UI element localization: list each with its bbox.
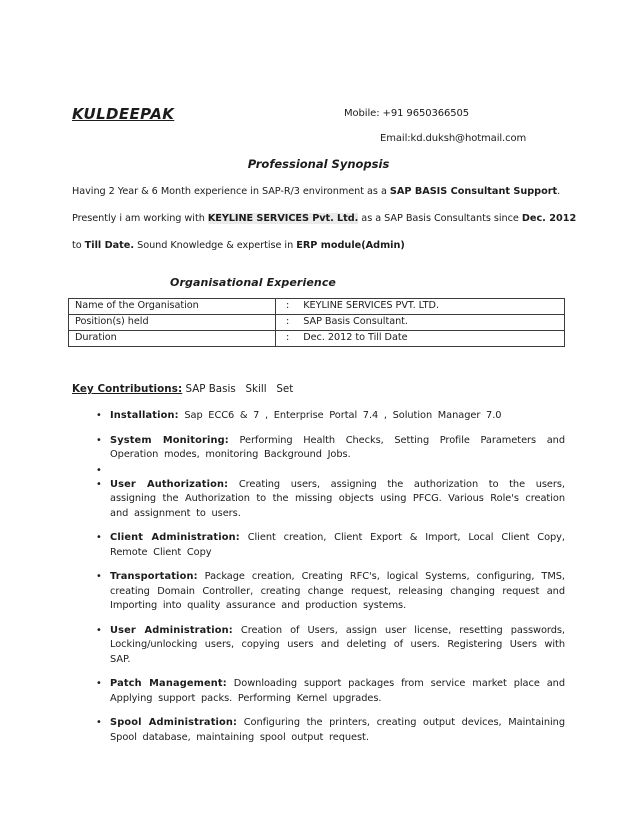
contribution-text-block	[110, 464, 565, 477]
contribution-item-spool-administration	[72, 716, 565, 745]
contribution-label: User Administration:	[110, 624, 233, 636]
bullet-icon	[96, 409, 110, 424]
contribution-item-client-administration	[72, 531, 565, 560]
contribution-text: Creation of Users, assign user license, resetting passwords, Locking/unlocking users, copying users and deleting of users. Registering Users with SAP.	[110, 624, 565, 665]
bullet-icon	[96, 716, 110, 745]
bullet-icon	[96, 677, 110, 706]
contribution-item-patch-management	[72, 677, 565, 706]
synopsis-bold-text: ERP module(Admin)	[296, 240, 405, 251]
contribution-text: Package creation, Creating RFC's, logical Systems, configuring, TMS, creating Domain Controller, creating change request, releasing changing request and Importing into quality assurance and production systems.	[110, 571, 565, 611]
table-row	[69, 299, 565, 315]
contribution-item-transportation	[72, 570, 565, 614]
contribution-label: System Monitoring:	[110, 434, 229, 446]
key-contributions-label: Key Contributions:	[72, 383, 183, 395]
key-contributions-heading	[72, 383, 565, 395]
synopsis-text: Having 2 Year & 6 Month experience in SAP-R/3 environment as a	[72, 186, 390, 197]
row-label: Name of the Organisation	[69, 299, 276, 315]
contribution-label: Client Administration:	[110, 532, 240, 543]
email-address: Email:kd.duksh@hotmail.com	[380, 133, 527, 144]
synopsis-text: as a SAP Basis Consultants since	[358, 213, 522, 224]
contribution-item-system-monitoring	[72, 434, 565, 463]
row-value-cell	[276, 315, 565, 331]
contribution-text-block	[110, 478, 565, 522]
contribution-item-user-authorization	[72, 478, 565, 522]
contribution-text-block	[110, 716, 565, 745]
synopsis-text: Presently i am working with	[72, 213, 208, 224]
bullet-icon	[96, 531, 110, 560]
bullet-icon	[96, 464, 110, 477]
colon-separator: :	[286, 332, 290, 343]
row-label: Position(s) held	[69, 315, 276, 331]
contribution-item-installation	[72, 409, 565, 424]
contribution-label: Installation:	[110, 410, 179, 421]
synopsis-bold-text: Till Date.	[84, 240, 135, 251]
bullet-icon	[96, 570, 110, 614]
synopsis-bold-text: Dec. 2012	[521, 213, 577, 224]
contribution-text-block	[110, 677, 565, 706]
section-title-organisational-experience: Organisational Experience	[170, 276, 336, 289]
synopsis-text: to	[72, 240, 85, 251]
synopsis-line	[72, 178, 565, 205]
candidate-name: KULDEEPAK	[72, 105, 175, 123]
synopsis-line	[72, 232, 565, 259]
contribution-item-user-administration	[72, 624, 565, 668]
synopsis-text: .	[557, 186, 561, 197]
row-value: SAP Basis Consultant.	[303, 316, 408, 327]
contribution-label: Spool Administration:	[110, 717, 238, 728]
contribution-text: Configuring the printers, creating output devices, Maintaining Spool database, maintaining spool output request.	[110, 717, 565, 743]
section-title-professional-synopsis: Professional Synopsis	[247, 157, 390, 171]
table-row	[69, 315, 565, 331]
row-value: Dec. 2012 to Till Date	[303, 332, 408, 343]
colon-separator: :	[286, 300, 290, 311]
table-row	[69, 331, 565, 347]
contribution-text-block	[110, 531, 565, 560]
contribution-text-block	[110, 409, 565, 424]
contribution-text: Performing Health Checks, Setting Profile Parameters and Operation modes, monitoring Background Jobs.	[110, 434, 566, 460]
row-value-cell	[276, 299, 565, 315]
mobile-number: Mobile: +91 9650366505	[344, 108, 470, 119]
synopsis-bold-text: SAP BASIS Consultant Support	[389, 186, 558, 197]
bullet-icon	[96, 624, 110, 668]
contribution-text: Sap ECC6 & 7 , Enterprise Portal 7.4 , Solution Manager 7.0	[178, 410, 502, 421]
experience-table	[68, 298, 565, 347]
contribution-text-block	[110, 570, 565, 614]
company-name-highlighted: KEYLINE SERVICES Pvt. Ltd.	[207, 213, 359, 224]
row-value: KEYLINE SERVICES PVT. LTD.	[303, 300, 439, 311]
contribution-label: Patch Management:	[110, 678, 227, 689]
contribution-text: Creating users, assigning the authorization to the users, assigning the Authorization to the missing objects using PFCG. Various Role's creation and assignment to users.	[110, 478, 565, 519]
contribution-label: Transportation:	[110, 571, 198, 582]
document-header	[72, 104, 565, 124]
row-label: Duration	[69, 331, 276, 347]
contribution-item-empty	[72, 464, 565, 477]
synopsis-text: Sound Knowledge & expertise in	[134, 240, 297, 251]
row-value-cell	[276, 331, 565, 347]
contribution-text: Downloading support packages from service market place and Applying support packs. Performing Kernel upgrades.	[110, 678, 565, 704]
synopsis-line	[72, 205, 577, 232]
bullet-icon	[96, 434, 110, 463]
contribution-text-block	[110, 624, 565, 668]
contribution-text-block	[110, 434, 565, 463]
skill-set-subtitle: SAP Basis Skill Set	[182, 383, 294, 395]
contribution-label: User Authorization:	[110, 478, 229, 490]
contribution-list	[72, 409, 565, 745]
bullet-icon	[96, 478, 110, 522]
synopsis-paragraph	[72, 178, 577, 259]
colon-separator: :	[286, 316, 290, 327]
contribution-text: Client creation, Client Export & Import, Local Client Copy, Remote Client Copy	[110, 532, 565, 558]
